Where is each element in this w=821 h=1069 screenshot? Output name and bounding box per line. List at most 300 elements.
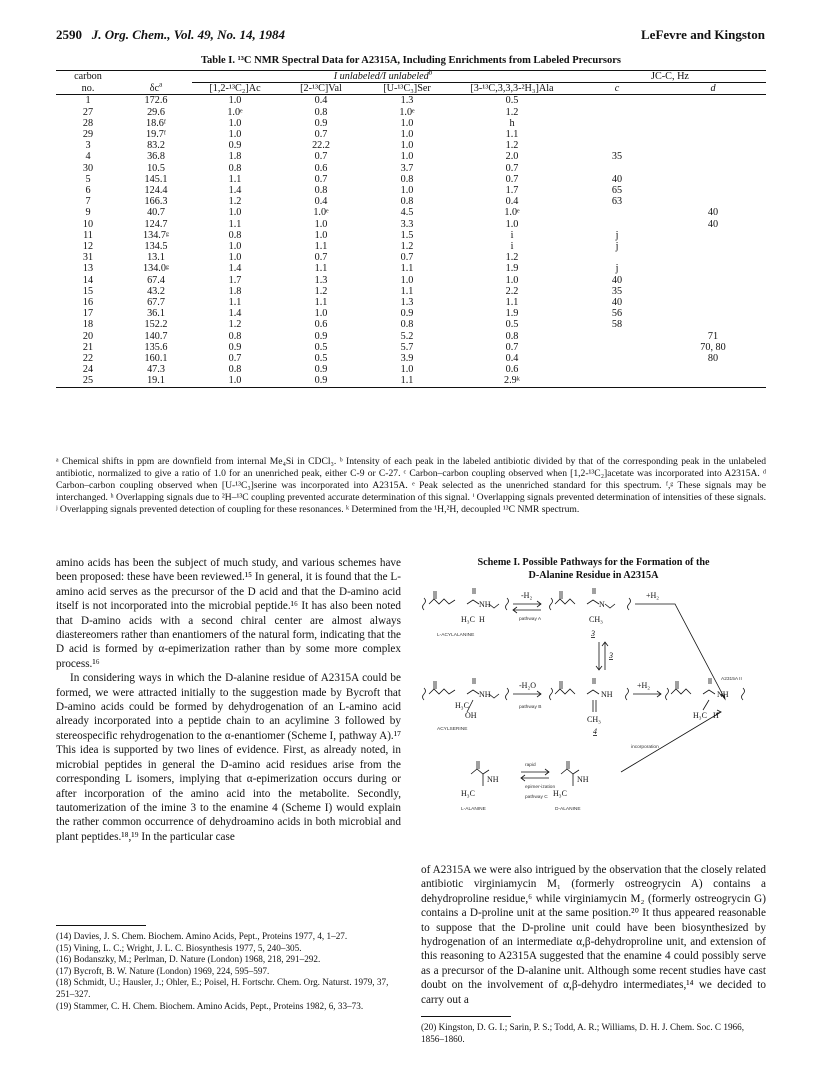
table-cell: 19.1: [120, 375, 192, 387]
label-minus-h2o: -H₂O: [519, 681, 537, 690]
label-pathway-a: pathway A: [519, 617, 542, 622]
table-cell: 83.2: [147, 140, 165, 152]
table-cell: 1.2: [505, 140, 519, 152]
table-cell: 1.9: [505, 308, 519, 320]
table-cell: 0.8: [314, 185, 328, 197]
table-cell: 2.0: [505, 151, 519, 163]
table-cell: 1.4: [228, 263, 242, 275]
table-cell: 1.0: [192, 375, 278, 387]
table-cell: [574, 353, 660, 364]
table-cell: 1.0: [228, 129, 242, 141]
table-cell: 0.6: [314, 162, 328, 174]
table-cell: 1.4: [228, 308, 242, 320]
table-row: [56, 241, 766, 252]
table-cell: [660, 375, 766, 387]
table-cell: 1.1: [228, 297, 242, 309]
table-cell: 67.4: [147, 274, 165, 286]
table-cell: [660, 140, 766, 151]
scheme-diagram: [421, 584, 766, 854]
table-cell: 1.2: [505, 252, 519, 264]
table-cell: [574, 118, 660, 129]
scheme-oh: OH: [465, 711, 477, 720]
table-cell: 0.8: [400, 319, 414, 331]
table-cell: 1: [85, 95, 91, 107]
table-cell: 19.7ᶠ: [146, 129, 166, 141]
table-cell: 0.4: [505, 196, 519, 208]
table-cell: 1.0: [400, 364, 414, 376]
table-cell: 0.5: [505, 95, 519, 107]
table-cell: 0.4: [314, 95, 328, 107]
table-cell: 1.0: [400, 129, 414, 141]
table-cell: 0.8: [228, 330, 242, 342]
scheme-h3c-2: H₃C: [693, 711, 707, 720]
scheme-nh-2: NH: [479, 690, 491, 699]
table-cell: [660, 107, 766, 118]
table-cell: 1.0ᵉ: [504, 207, 520, 219]
label-rapid: rapid: [525, 763, 536, 768]
table-cell: 0.8: [228, 229, 242, 241]
table-row: [56, 174, 766, 185]
table-cell: 0.9: [278, 375, 364, 387]
table-cell: 40: [707, 218, 719, 230]
label-acylserine: ACYLSERINE: [437, 727, 468, 732]
nmr-table: carbon I unlabeled/I unlabeled$^b$ JC-C, Hz no. $\delta c^a$ [1,2-¹³C₂]Ac [2-¹³C]Val [U-¹³C₃]Ser [3-¹³C,3,3,3-²H₃]Ala c d 1 172.6 1.0 0.4 1.3 0.5 27 29.6 1.0ᵉ 0.8 1.0ᵉ 1.2 28 18.6ᶠ 1.0 0.9 1.0 h 29 19.7ᶠ 1.0 0.7 1.0 1.1 3 83.2 0.9 22.2 1.0 1.2 4 36.8 1.8 0.7 1.0 2.0 35 30 10.5 0.8 0.6 3.7 0.7 5 145.1 1.1 0.7 0.8 0.7 40 6 124.4 1.4 0.8 1.0 1.7 65 7 166.3 1.2 0.4 0.8 0.4 63 9 40.7 1.0 1.0ᵉ 4.5 1.0ᵉ 40 10 124.7 1.1 1.0 3.3 1.0 40 11 134.7ᵍ 0.8 1.0 1.5 i j 12 134.5 1.0 1.1 1.2 i j 31 13.1 1.0 0.7 0.7 1.2 13 134.0ᵍ 1.4 1.1 1.1 1.9 j 14 67.4 1.7 1.3 1.0 1.0 40 15 43.2 1.8 1.2 1.1 2.2 35 16 67.7 1.1 1.1 1.3 1.1 40 17 36.1 1.4 1.0 0.9 1.9 56 18 152.2 1.2 0.6 0.8 0.5 58 20 140.7 0.8 0.9 5.2 0.8 71 21 135.6 0.9 0.5 5.7 0.7 70, 80 22 160.1 0.7 0.5 3.9 0.4 80 24 47.3 0.8 0.9 1.0 0.6 25 19.1 1.0 0.9 1.1 2.9ᵏ: [56, 70, 766, 388]
table-cell: 63: [611, 196, 623, 208]
left-column: [56, 556, 401, 844]
scheme-h: H: [479, 615, 485, 624]
scheme-nh3-b: NH: [577, 775, 589, 784]
table-cell: 9: [85, 207, 91, 219]
table-cell: 40: [611, 274, 623, 286]
table-cell: 1.0: [400, 274, 414, 286]
left-references: [56, 931, 401, 1012]
scheme-ch3-a: CH₃: [589, 615, 603, 624]
table-cell: 0.9: [400, 308, 414, 320]
table-cell: 65: [611, 185, 623, 197]
table-cell: 0.4: [505, 353, 519, 365]
table-cell: [660, 275, 766, 286]
page-number: 2590: [56, 27, 82, 42]
table-cell: 40: [707, 207, 719, 219]
table-cell: 4.5: [400, 207, 414, 219]
reference: (16) Bodanszky, M.; Perlman, D. Nature (London) 1968, 218, 291–292.: [56, 954, 321, 965]
table-cell: 13.1: [147, 252, 165, 264]
table-cell: 1.1: [400, 263, 414, 275]
table-cell: 1.8: [228, 285, 242, 297]
table-cell: 1.0: [228, 117, 242, 129]
table-cell: 47.3: [147, 364, 165, 376]
table-cell: [574, 140, 660, 151]
table-cell: 1.0: [314, 229, 328, 241]
table-cell: 1.2: [314, 285, 328, 297]
right-references: [421, 1022, 766, 1045]
running-authors: LeFevre and Kingston: [641, 27, 765, 42]
table-cell: 1.8: [228, 151, 242, 163]
table-cell: 25: [56, 375, 120, 387]
label-l-acylalanine: L-ACYLALANINE: [437, 633, 475, 638]
table-cell: 1.1: [505, 129, 519, 141]
table-cell: 36.8: [147, 151, 165, 163]
label-pathway-c: pathway C: [525, 795, 548, 800]
table-cell: 1.9: [505, 263, 519, 275]
label-a2315a: A2315A II: [721, 677, 742, 682]
table-cell: 12: [82, 241, 94, 253]
table-cell: 0.9: [314, 330, 328, 342]
table-cell: 16: [82, 297, 94, 309]
table-row: [56, 107, 766, 118]
table-cell: 1.3: [400, 297, 414, 309]
table-row: [56, 263, 766, 274]
table-cell: 145.1: [144, 173, 168, 185]
table-row: [56, 230, 766, 241]
table-cell: 0.9: [314, 117, 328, 129]
table-row: [56, 342, 766, 353]
table-cell: [660, 241, 766, 252]
header-ser: [U-¹³C₃]Ser: [364, 83, 450, 95]
table-cell: 1.1: [314, 263, 328, 275]
right-paragraph-1: of A2315A we were also intrigued by the observation that the closely related antibiotic virginiamycin M₁ (formerly ostreogrycin A) contains a dehydroproline residue,⁶ while virginiamycin M₂ (formerly ostreogrycin G) contains a D-proline unit at the same position.²⁰ It thus appeared reasonable to suppose that the D-proline unit could have been biosynthesized by hydrogenation of an intermediate α,β-dehydroproline unit, and extension of this reasoning to A2315A suggested that the enamine 4 could possibly serve as a precursor of the D-alanine unit. Although some recent studies have cast doubt on the involvement of α,β-dehydro intermediates,¹⁴ we decided to carry out a: [421, 864, 766, 1006]
table-cell: 1.0: [400, 185, 414, 197]
table-cell: 134.5: [144, 241, 168, 253]
table-cell: 1.1: [400, 285, 414, 297]
table-cell: 4: [85, 151, 91, 163]
label-l-alanine: L-ALANINE: [461, 807, 486, 812]
label-d-alanine: D-ALANINE: [555, 807, 581, 812]
table-row: [56, 118, 766, 129]
table-cell: [660, 263, 766, 274]
compound-3: 3: [591, 629, 595, 638]
table-cell: 1.1: [228, 218, 242, 230]
table-cell: 0.7: [314, 252, 328, 264]
refs-divider: [56, 925, 146, 926]
reference: (17) Bycroft, B. W. Nature (London) 1969, 224, 595–597.: [56, 965, 270, 976]
table-row: [56, 185, 766, 196]
header-jc: c: [574, 83, 660, 95]
table-cell: [574, 375, 660, 387]
table-cell: 0.6: [314, 319, 328, 331]
table-cell: [574, 95, 660, 107]
table-cell: 1.0: [400, 140, 414, 152]
table-cell: 13: [82, 263, 94, 275]
table-cell: 43.2: [147, 285, 165, 297]
compound-3-label: 3: [609, 651, 613, 660]
table-title: Table I. ¹³C NMR Spectral Data for A2315A, Including Enrichments from Labeled Precursors: [200, 55, 622, 66]
table-cell: [574, 163, 660, 174]
table-cell: [574, 252, 660, 263]
table-cell: 1.1: [364, 375, 450, 387]
table-cell: 20: [82, 330, 94, 342]
table-cell: 3: [85, 140, 91, 152]
table-cell: 10.5: [147, 162, 165, 174]
table-cell: 1.1: [228, 173, 242, 185]
table-row: [56, 196, 766, 207]
table-cell: 0.8: [314, 106, 328, 118]
table-cell: 5.2: [400, 330, 414, 342]
table-cell: 1.0: [228, 241, 242, 253]
table-cell: [660, 118, 766, 129]
scheme-nh-4: NH: [717, 690, 729, 699]
table-cell: 140.7: [144, 330, 168, 342]
table-cell: 0.7: [505, 162, 519, 174]
table-cell: 1.0: [400, 151, 414, 163]
label-plus-h2-b: +H₂: [637, 681, 651, 690]
table-cell: [574, 107, 660, 118]
table-cell: [660, 297, 766, 308]
journal-citation: J. Org. Chem., Vol. 49, No. 14, 1984: [91, 27, 285, 42]
table-row: [56, 364, 766, 375]
table-cell: h: [509, 117, 515, 129]
table-cell: 1.5: [400, 229, 414, 241]
table-cell: 134.0ᵍ: [143, 263, 169, 275]
scheme-title: Scheme I. Possible Pathways for the Formation of the D-Alanine Residue in A2315A: [477, 557, 710, 581]
left-paragraph-2: In considering ways in which the D-alanine residue of A2315A could be formed, we were attracted initially to the suggestion made by Bycroft that D-amino acids could be formed by dehydrogenation of an L-amino acid already incorporated into a peptide chain to an acylimine 3 followed by stereospecific rehydrogenation to the α-enantiomer (Scheme I, pathway A).¹⁷ This idea is supported by two lines of evidence. First, as already noted, in microbial peptides in general the D-amino acid residues arise from the corresponding L isomers, implying that α-epimerization occurs during or after incorporation of the amino acid into the metabolite. Secondly, tautomerization of the imine 3 to the enamine 4 (Scheme I) would explain the rather common occurrence of dehydroamino acids in both microbial and plant peptides.¹⁸,¹⁹ In the particular case: [56, 672, 401, 843]
table-row: [56, 95, 766, 107]
table-cell: 0.7: [505, 341, 519, 353]
table-footnotes: ᵃ Chemical shifts in ppm are downfield from internal Me₄Si in CDCl₃. ᵇ Intensity of each peak in the labeled antibiotic divided by that of the corresponding peak in the unlabeled antibiotic, normalized to give a ratio of 1.0 for an unenriched peak, either C-9 or C-27. ᶜ Carbon–carbon coupling observed when [1,2-¹³C₂]acetate was incorporated into A2315A. ᵈ Carbon–carbon coupling observed when [U-¹³C₃]serine was incorporated into A2315A. ᵉ Peak selected as the unenriched standard for this spectrum. ᶠ,ᵍ These signals may be interchanged. ʰ Overlapping signals due to ²H–¹³C coupling prevented accurate determination of this signal. ⁱ Overlapping signals prevented determination of intensities of these signals. ʲ Overlapping signals prevented detection of coupling for these resonances. ᵏ Determined from the ¹H,²H, decoupled ¹³C NMR spectrum.: [56, 456, 766, 515]
table-cell: [660, 252, 766, 263]
table-cell: 0.7: [314, 173, 328, 185]
table-cell: 0.5: [314, 341, 328, 353]
table-cell: 10: [82, 218, 94, 230]
table-cell: 1.0: [505, 218, 519, 230]
table-cell: 0.5: [505, 319, 519, 331]
table-cell: [660, 129, 766, 140]
table-row: [56, 140, 766, 151]
table-cell: 40: [611, 173, 623, 185]
table-cell: 0.8: [400, 196, 414, 208]
table-cell: 30: [82, 162, 94, 174]
table-cell: i: [510, 241, 514, 253]
table-cell: 14: [82, 274, 94, 286]
table-cell: [660, 196, 766, 207]
table-cell: 21: [82, 341, 94, 353]
table-row: [56, 207, 766, 218]
table-cell: 15: [82, 285, 94, 297]
table-cell: 58: [611, 319, 623, 331]
table-cell: [660, 319, 766, 330]
header-carbon: carbon: [56, 71, 120, 83]
scheme-nh: NH: [479, 600, 491, 609]
table-cell: [660, 364, 766, 375]
table-cell: 1.2: [505, 106, 519, 118]
table-cell: 0.5: [314, 353, 328, 365]
table-cell: [660, 185, 766, 196]
table-cell: 124.7: [144, 218, 168, 230]
scheme-h3c-3: H₃C: [461, 789, 475, 798]
compound-4: 4: [593, 727, 597, 736]
table-cell: 31: [82, 252, 94, 264]
scheme-h3c-4: H₃C: [553, 789, 567, 798]
table-cell: 1.0: [228, 207, 242, 219]
table-cell: 2.2: [505, 285, 519, 297]
table-cell: 0.7: [228, 353, 242, 365]
scheme-n: N: [599, 600, 605, 609]
table-cell: 1.7: [228, 274, 242, 286]
table-row: [56, 319, 766, 330]
table-cell: 24: [82, 364, 94, 376]
table-cell: 40.7: [147, 207, 165, 219]
table-cell: [574, 129, 660, 140]
table-cell: 172.6: [144, 95, 168, 107]
table-cell: 0.8: [505, 330, 519, 342]
table-row: [56, 297, 766, 308]
table-cell: 166.3: [144, 196, 168, 208]
table-cell: [660, 95, 766, 107]
table-cell: [660, 286, 766, 297]
table-cell: 0.9: [228, 140, 242, 152]
table-cell: 134.7ᵍ: [143, 229, 169, 241]
header-no: no.: [56, 83, 120, 95]
table-cell: 7: [85, 196, 91, 208]
table-row: [56, 375, 766, 387]
table-cell: 3.3: [400, 218, 414, 230]
table-cell: 0.7: [505, 173, 519, 185]
table-cell: 1.2: [228, 196, 242, 208]
reference: (18) Schmidt, U.; Hausler, J.; Ohler, E.; Poisel, H. Fortschr. Chem. Org. Naturst. 1979, 37, 251–327.: [56, 977, 389, 999]
left-paragraph-1: amino acids has been the subject of much study, and various schemes have been proposed: these have been reviewed.¹⁵ In general, it is found that the L-amino acid serves as the precursor of the D acid and that the D-amino acid itself is not incorporated into the microbial peptide.¹⁶ It has also been noted that D-amino acids with a second chiral center are almost always diastereomers rather than enantiomers of the natural form, indicating that the D acid is formed by α-epimerization rather than by some more complex process.¹⁶: [56, 557, 401, 670]
table-cell: 56: [611, 308, 623, 320]
table-cell: 0.9: [228, 341, 242, 353]
table-cell: 0.6: [505, 364, 519, 376]
table-cell: 1.1: [314, 241, 328, 253]
label-incorporation: incorporation: [631, 745, 659, 750]
table-cell: [660, 308, 766, 319]
table-cell: 1.0ᵉ: [313, 207, 329, 219]
scheme-h2c: H₃C: [455, 701, 469, 710]
scheme-nh3-a: NH: [487, 775, 499, 784]
header-ala: [3-¹³C,3,3,3-²H₃]Ala: [450, 83, 574, 95]
table-cell: 70, 80: [700, 341, 726, 353]
table-cell: 2.9ᵏ: [450, 375, 574, 387]
table-cell: [660, 163, 766, 174]
table-cell: 80: [707, 353, 719, 365]
table-cell: 28: [82, 117, 94, 129]
table-row: [56, 353, 766, 364]
table-row: [56, 129, 766, 140]
table-cell: j: [615, 229, 619, 241]
table-cell: 0.8: [400, 173, 414, 185]
header-shift: δc: [149, 82, 160, 94]
right-column: [421, 863, 766, 1007]
table-cell: 36.1: [147, 308, 165, 320]
table-row: [56, 151, 766, 162]
table-cell: [574, 364, 660, 375]
table-cell: i: [510, 229, 514, 241]
label-pathway-b: pathway B: [519, 705, 542, 710]
table-cell: 0.8: [228, 364, 242, 376]
table-cell: 29: [82, 129, 94, 141]
table-cell: 0.7: [314, 151, 328, 163]
header-val: [2-¹³C]Val: [278, 83, 364, 95]
table-cell: [574, 207, 660, 218]
table-cell: 1.0: [505, 274, 519, 286]
table-row: [56, 308, 766, 319]
header-jd: d: [660, 83, 766, 95]
table-cell: [660, 174, 766, 185]
table-cell: 35: [611, 151, 623, 163]
table-cell: 0.9: [314, 364, 328, 376]
table-cell: 6: [85, 185, 91, 197]
table-cell: 160.1: [144, 353, 168, 365]
table-row: [56, 286, 766, 297]
header-j-group: JC-C, Hz: [574, 71, 766, 83]
reference: (20) Kingston, D. G. I.; Sarin, P. S.; Todd, A. R.; Williams, D. H. J. Chem. Soc. C 1966, 1856–1860.: [421, 1022, 745, 1044]
refs-divider-right: [421, 1016, 511, 1017]
table-cell: 152.2: [144, 319, 168, 331]
table-cell: 1.0ᵉ: [399, 106, 415, 118]
table-cell: 0.4: [314, 196, 328, 208]
table-cell: 1.0: [228, 95, 242, 107]
table-row: [56, 331, 766, 342]
table-cell: 29.6: [147, 106, 165, 118]
table-cell: 1.2: [228, 319, 242, 331]
table-cell: 5.7: [400, 341, 414, 353]
table-cell: 67.7: [147, 297, 165, 309]
table-cell: 1.0: [400, 117, 414, 129]
table-cell: 22.2: [312, 140, 330, 152]
table-cell: [574, 219, 660, 230]
table-cell: j: [615, 263, 619, 275]
table-cell: 1.1: [505, 297, 519, 309]
table-cell: 1.0: [314, 218, 328, 230]
table-cell: 1.0: [228, 252, 242, 264]
table-cell: 1.3: [314, 274, 328, 286]
table-cell: 18: [82, 319, 94, 331]
table-cell: 1.1: [314, 297, 328, 309]
table-cell: [660, 151, 766, 162]
table-cell: [660, 230, 766, 241]
label-plus-h2-a: +H₂: [646, 591, 660, 600]
table-cell: 1.2: [400, 241, 414, 253]
table-cell: 18.6ᶠ: [146, 117, 166, 129]
table-cell: [574, 342, 660, 353]
table-cell: 71: [707, 330, 719, 342]
scheme-h3c: H₃C: [461, 615, 475, 624]
table-cell: 27: [82, 106, 94, 118]
header-ac: [1,2-¹³C₂]Ac: [192, 83, 278, 95]
table-row: [56, 163, 766, 174]
reference: (14) Davies, J. S. Chem. Biochem. Amino Acids, Pept., Proteins 1977, 4, 1–27.: [56, 931, 348, 941]
table-cell: 5: [85, 173, 91, 185]
header-ratio-group: I unlabeled/I unlabeled: [333, 71, 429, 82]
reference: (19) Stammer, C. H. Chem. Biochem. Amino Acids, Pept., Proteins 1982, 6, 33–73.: [56, 1000, 364, 1011]
label-minus-h2: -H₂: [521, 591, 533, 600]
table-cell: [574, 331, 660, 342]
table-cell: 0.7: [314, 129, 328, 141]
table-cell: 11: [83, 229, 93, 241]
table-cell: 1.4: [228, 185, 242, 197]
table-cell: 40: [611, 297, 623, 309]
table-cell: 1.0: [314, 308, 328, 320]
scheme-nh-3: NH: [601, 690, 613, 699]
table-cell: 35: [611, 285, 623, 297]
table-cell: 124.4: [144, 185, 168, 197]
table-cell: 3.9: [400, 353, 414, 365]
table-cell: 3.7: [400, 162, 414, 174]
table-cell: j: [615, 241, 619, 253]
table-cell: 0.7: [400, 252, 414, 264]
table-cell: 17: [82, 308, 94, 320]
scheme-h-2: H: [713, 711, 719, 720]
table-cell: 0.8: [228, 162, 242, 174]
table-cell: 22: [82, 353, 94, 365]
label-epimerization: epimer-ization: [525, 785, 556, 790]
table-cell: 1.0ᵉ: [227, 106, 243, 118]
table-cell: 135.6: [144, 341, 168, 353]
table-cell: 1.3: [400, 95, 414, 107]
reference: (15) Vining, L. C.; Wright, J. L. C. Biosynthesis 1977, 5, 240–305.: [56, 942, 302, 953]
scheme-ch3-b: CH₃: [587, 715, 601, 724]
